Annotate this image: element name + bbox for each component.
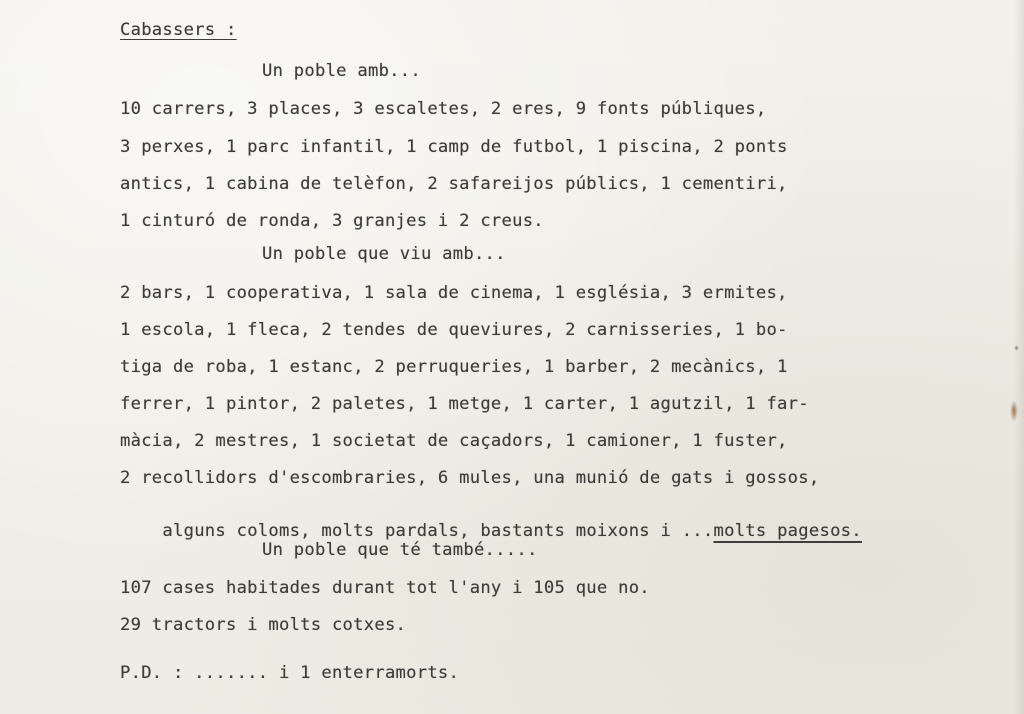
text-line: 107 cases habitades durant tot l'any i 105 que no. [120,578,650,598]
postscript: P.D. : ....... i 1 enterramorts. [120,663,460,683]
text-line: 1 escola, 1 fleca, 2 tendes de queviures, 2 carnisseries, 1 bo- [120,320,788,340]
text-line: màcia, 2 mestres, 1 societat de caçadors, 1 camioner, 1 fuster, [120,431,788,451]
section2-intro: Un poble que viu amb... [262,244,506,264]
section3-intro: Un poble que té també..... [262,540,538,560]
document-heading: Cabassers : [120,20,237,40]
text-line: tiga de roba, 1 estanc, 2 perruqueries, 1 barber, 2 mecànics, 1 [120,357,788,377]
text-line: 2 bars, 1 cooperativa, 1 sala de cinema, 1 església, 3 ermites, [120,283,788,303]
text-line: 10 carrers, 3 places, 3 escaletes, 2 eres, 9 fonts públiques, [120,99,767,119]
section1-intro: Un poble amb... [262,61,421,81]
text-line: antics, 1 cabina de telèfon, 2 safareijos públics, 1 cementiri, [120,174,788,194]
paper-edge [1014,0,1024,714]
text-line: 3 perxes, 1 parc infantil, 1 camp de futbol, 1 piscina, 2 ponts [120,137,788,157]
text-line: ferrer, 1 pintor, 2 paletes, 1 metge, 1 carter, 1 agutzil, 1 far- [120,394,809,414]
text-line: 2 recollidors d'escombraries, 6 mules, una munió de gats i gossos, [120,468,820,488]
text-line: 29 tractors i molts cotxes. [120,615,407,635]
text-line: 1 cinturó de ronda, 3 granjes i 2 creus. [120,211,544,231]
text-segment: alguns coloms, molts pardals, bastants moixons i ... [162,521,714,542]
underlined-phrase: molts pagesos. [713,521,862,542]
